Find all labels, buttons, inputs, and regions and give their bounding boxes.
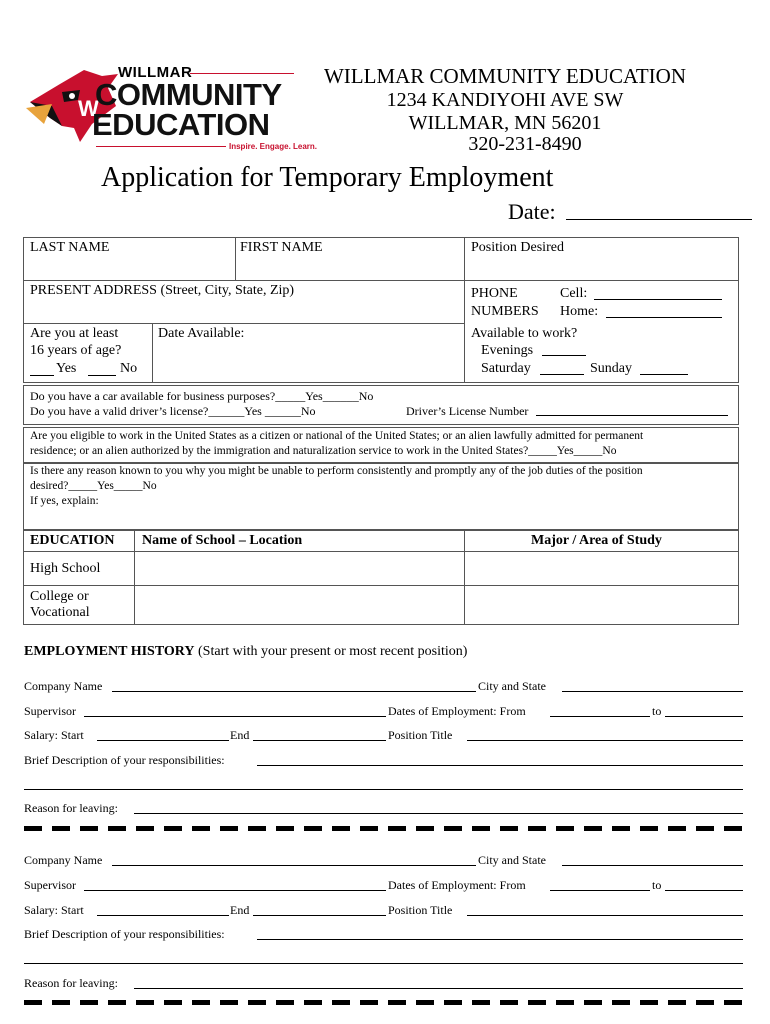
supervisor-label: Supervisor [24, 878, 76, 892]
company-name-field[interactable] [112, 865, 476, 866]
date-label: Date: [508, 199, 556, 224]
supervisor-field[interactable] [84, 890, 386, 891]
cell-field[interactable] [594, 299, 722, 300]
education-header: EDUCATION [30, 533, 115, 548]
brief-description-field-2[interactable] [24, 789, 743, 790]
city-state-label: City and State [478, 853, 546, 867]
sunday-label: Sunday [590, 361, 632, 376]
reason-explain-label: If yes, explain: [30, 495, 99, 507]
salary-start-field[interactable] [97, 740, 229, 741]
car-question: Do you have a car available for business purposes?_____Yes______No [30, 389, 374, 403]
city-state-field[interactable] [562, 691, 743, 692]
cell-label: Cell: [560, 286, 588, 301]
reason-leaving-label: Reason for leaving: [24, 976, 118, 990]
employment-header-bold: EMPLOYMENT HISTORY [24, 644, 195, 659]
reason-leaving-field[interactable] [134, 988, 743, 989]
saturday-field[interactable] [540, 374, 584, 375]
age-yes-label: Yes [56, 361, 77, 376]
logo-community-text: COMMUNITY [95, 77, 282, 112]
reason-line-1: Is there any reason known to you why you might be unable to perform consistently and promptly any of the job duties of the position [30, 465, 643, 477]
license-question: Do you have a valid driver’s license?______Yes ______No [30, 404, 316, 418]
position-title-field[interactable] [467, 915, 743, 916]
age-no-field[interactable] [88, 375, 116, 376]
brief-description-label: Brief Description of your responsibilities: [24, 753, 225, 767]
org-phone: 320-231-8490 [468, 133, 582, 155]
city-state-label: City and State [478, 679, 546, 693]
college-label-1: College or [30, 589, 89, 604]
age-question-1: Are you at least [30, 326, 119, 341]
home-field[interactable] [606, 317, 722, 318]
org-street: 1234 KANDIYOHI AVE SW [386, 89, 624, 111]
saturday-label: Saturday [481, 361, 531, 376]
brief-description-field-2[interactable] [24, 963, 743, 964]
age-yes-field[interactable] [30, 375, 54, 376]
dates-to-label: to [652, 878, 662, 892]
city-state-field[interactable] [562, 865, 743, 866]
dates-label: Dates of Employment: From [388, 878, 526, 892]
logo-tagline: Inspire. Engage. Learn. [229, 142, 318, 151]
eligibility-line-1: Are you eligible to work in the United States as a citizen or national of the United States; or an alien lawfully admitted for permanent [30, 430, 644, 442]
license-number-field[interactable] [536, 415, 728, 416]
logo-willmar-text: WILLMAR [118, 64, 193, 81]
date-field[interactable] [566, 219, 752, 220]
page-title: Application for Temporary Employment [101, 162, 554, 193]
salary-end-label: End [230, 728, 250, 742]
school-header: Name of School – Location [142, 533, 303, 548]
supervisor-label: Supervisor [24, 704, 76, 718]
dates-to-field[interactable] [665, 890, 743, 891]
dates-to-field[interactable] [665, 716, 743, 717]
salary-end-field[interactable] [253, 740, 386, 741]
section-divider [24, 826, 747, 831]
svg-text:W: W [78, 96, 99, 121]
salary-end-field[interactable] [253, 915, 386, 916]
reason-leaving-field[interactable] [134, 813, 743, 814]
age-question-2: 16 years of age? [30, 343, 122, 358]
dates-from-field[interactable] [550, 890, 650, 891]
sunday-field[interactable] [640, 374, 688, 375]
salary-start-label: Salary: Start [24, 728, 84, 742]
license-number-label: Driver’s License Number [406, 404, 529, 418]
dates-from-field[interactable] [550, 716, 650, 717]
salary-end-label: End [230, 903, 250, 917]
last-name-label: LAST NAME [30, 240, 110, 255]
position-title-label: Position Title [388, 728, 453, 742]
brief-description-field[interactable] [257, 765, 743, 766]
dates-to-label: to [652, 704, 662, 718]
supervisor-field[interactable] [84, 716, 386, 717]
reason-line-2: desired?_____Yes_____No [30, 480, 157, 492]
brief-description-field[interactable] [257, 939, 743, 940]
numbers-label: NUMBERS [471, 304, 539, 319]
available-work-label: Available to work? [471, 326, 578, 341]
org-name: WILLMAR COMMUNITY EDUCATION [323, 64, 687, 88]
phone-label: PHONE [471, 286, 518, 301]
date-available-label: Date Available: [158, 326, 245, 341]
position-desired-label: Position Desired [471, 240, 564, 255]
evenings-label: Evenings [481, 343, 534, 358]
company-name-field[interactable] [112, 691, 476, 692]
major-header: Major / Area of Study [531, 533, 662, 548]
address-label: PRESENT ADDRESS (Street, City, State, Zip) [30, 283, 295, 298]
logo-education-text: EDUCATION [92, 107, 270, 142]
high-school-label: High School [30, 561, 101, 576]
salary-start-field[interactable] [97, 915, 229, 916]
company-name-label: Company Name [24, 679, 103, 693]
position-title-label: Position Title [388, 903, 453, 917]
age-no-label: No [120, 361, 138, 376]
employment-header-note: (Start with your present or most recent position) [198, 644, 468, 659]
dates-label: Dates of Employment: From [388, 704, 526, 718]
home-label: Home: [560, 304, 599, 319]
evenings-field[interactable] [542, 355, 586, 356]
company-name-label: Company Name [24, 853, 103, 867]
eligibility-line-2: residence; or an alien authorized by the immigration and naturalization service to work in the United States?_____Yes_____No [30, 445, 617, 457]
org-city: WILLMAR, MN 56201 [408, 112, 602, 134]
reason-leaving-label: Reason for leaving: [24, 801, 118, 815]
college-label-2: Vocational [30, 605, 90, 620]
employment-header [24, 644, 467, 660]
salary-start-label: Salary: Start [24, 903, 84, 917]
first-name-label: FIRST NAME [240, 240, 323, 255]
section-divider-2 [24, 1000, 747, 1005]
position-title-field[interactable] [467, 740, 743, 741]
brief-description-label: Brief Description of your responsibilities: [24, 927, 225, 941]
